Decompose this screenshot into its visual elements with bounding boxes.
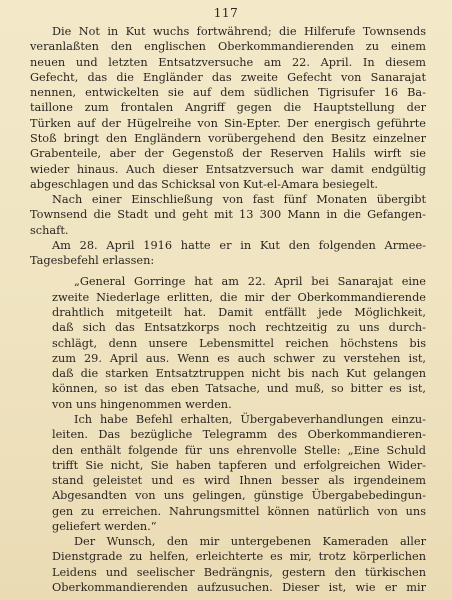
text-line: wieder hinaus. Auch dieser Entsatzversuch war damit endgültig — [30, 162, 426, 176]
quote-line: können, so ist das eben Tatsache, und muß, so bitter es ist, — [52, 382, 426, 396]
text-line: Nach einer Einschließung von fast fünf Monaten übergibt — [52, 193, 426, 207]
quote-line: trifft Sie nicht, Sie haben tapferen und erfolgreichen Wider- — [52, 458, 426, 472]
text-line: Am 28. April 1916 hatte er in Kut den folgenden Armee- — [52, 238, 426, 252]
text-line: Die Not in Kut wuchs fortwährend; die Hilferufe Townsends — [52, 25, 426, 38]
quote-line: den enthält folgende für uns ehrenvolle Stelle: „Eine Schuld — [52, 443, 426, 457]
quote-line: Leidens und seelischer Bedrängnis, gestern den türkischen — [52, 565, 426, 579]
page-number: 117 — [213, 6, 239, 20]
text-line: Gefecht, das die Engländer das zweite Gefecht von Sanarajat — [30, 70, 426, 84]
quote-line: Ich habe Befehl erhalten, Übergabeverhandlungen einzu- — [74, 412, 426, 426]
quote-line: zum 29. April aus. Wenn es auch schwer zu verstehen ist, — [52, 351, 426, 365]
quote-line: von uns hingenommen werden. — [52, 397, 232, 411]
text-line: Türken auf der Hügelreihe von Sin-Epter. Der energisch geführte — [30, 116, 426, 130]
quote-line: stand geleistet und es wird Ihnen besser als irgendeinem — [52, 474, 426, 488]
text-line: schaft. — [30, 223, 69, 237]
text-line: Townsend die Stadt und geht mit 13 300 Mann in die Gefangen- — [30, 208, 426, 222]
quote-line: zweite Niederlage erlitten, die mir der Oberkommandierende — [52, 290, 426, 304]
quote-line: Dienstgrade zu helfen, erleichterte es mir, trotz körperlichen — [52, 550, 426, 564]
quote-line: drahtlich mitgeteilt hat. Damit entfällt jede Möglichkeit, — [52, 306, 426, 319]
quote-line: Der Wunsch, den mir untergebenen Kameraden aller — [74, 535, 426, 549]
text-line: abgeschlagen und das Schicksal von Kut-el-Amara besiegelt. — [30, 177, 379, 191]
quote-line: Oberkommandierenden aufzusuchen. Dieser ist, wie er mir — [52, 581, 426, 594]
quote-line: gen zu erreichen. Nahrungsmittel können natürlich von uns — [52, 504, 426, 518]
quote-line: „General Gorringe hat am 22. April bei Sanarajat eine — [74, 275, 426, 289]
quote-line: schlägt, denn unsere Lebensmittel reichen höchstens bis — [52, 336, 426, 350]
text-line: Stoß bringt den Engländern vorübergehend den Besitz einzelner — [30, 131, 426, 145]
quote-line: daß die starken Entsatztruppen nicht bis nach Kut gelangen — [52, 367, 426, 381]
text-line: nennen, entwickelten sie auf dem südlichen Tigrisufer 16 Ba- — [30, 86, 426, 100]
text-line: Grabenteile, aber der Gegenstoß der Reserven Halils wirft sie — [30, 147, 426, 161]
quote-line: daß sich das Entsatzkorps noch rechtzeitig zu uns durch- — [52, 321, 426, 335]
quote-line: Abgesandten von uns gelingen, günstige Übergabebedingun- — [52, 489, 426, 503]
text-line: taillone zum frontalen Angriff gegen die Hauptstellung der — [30, 101, 426, 115]
quote-line: leiten. Das bezügliche Telegramm des Oberkommandieren- — [52, 428, 426, 442]
quote-line: geliefert werden.“ — [52, 519, 157, 533]
text-line: neuen und letzten Entsatzversuche am 22. April. In diesem — [30, 55, 426, 69]
text-line: Tagesbefehl erlassen: — [30, 254, 155, 268]
text-line: veranlaßten den englischen Oberkommandierenden zu einem — [30, 40, 426, 54]
